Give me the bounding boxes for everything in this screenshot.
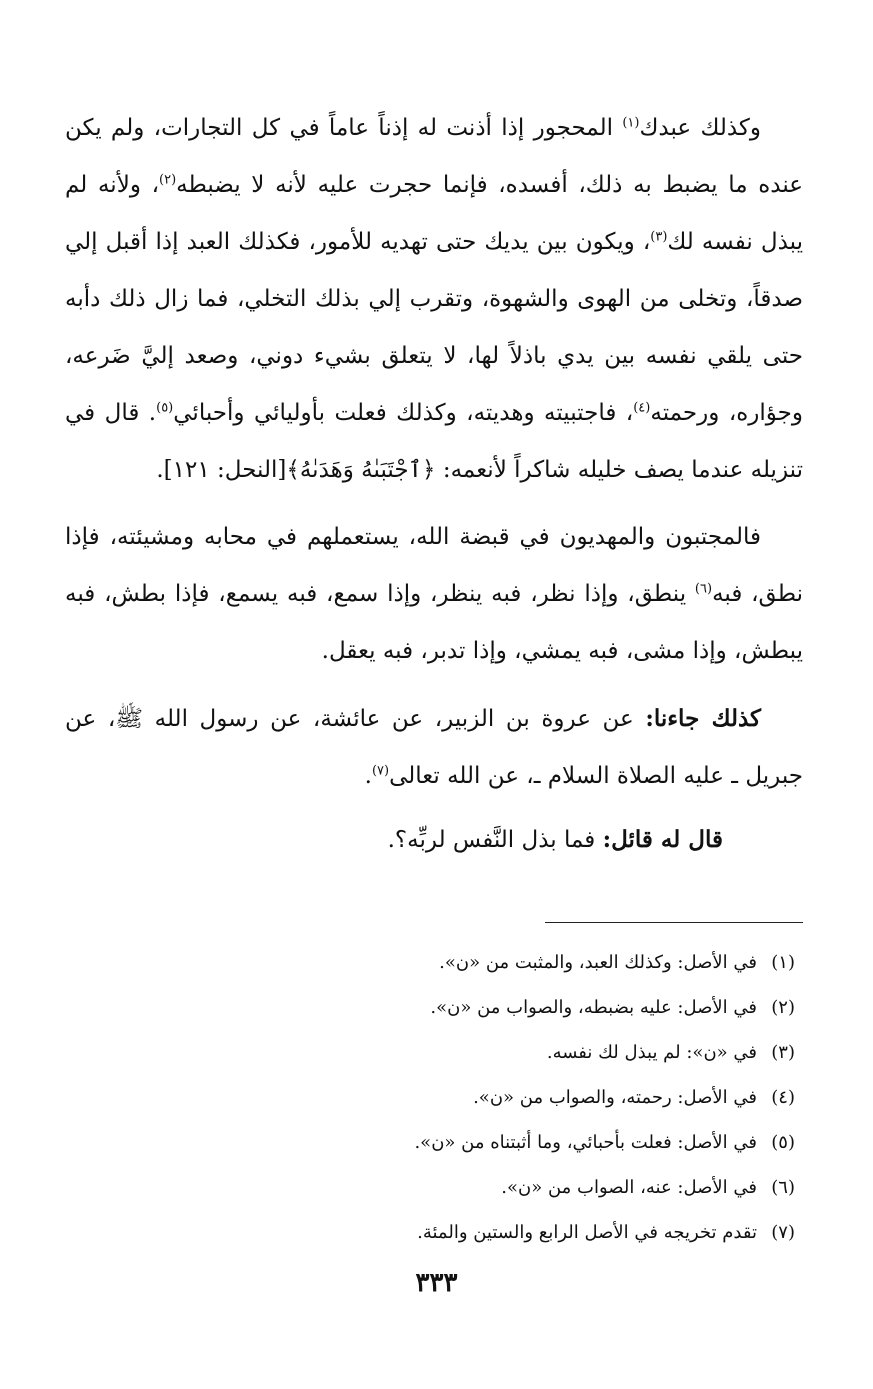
main-text xyxy=(65,100,803,869)
page-number: ٣٣٣ xyxy=(415,1268,458,1298)
paragraph-4: قال له قائل: فما بذل النَّفس لربِّه؟. xyxy=(387,826,723,853)
footnote-number: (٦) xyxy=(771,1177,795,1198)
footnote-text: في الأصل: عليه بضبطه، والصواب من «ن». xyxy=(430,997,757,1018)
footnote-number: (٥) xyxy=(771,1132,795,1153)
footnote-marker: (٣) xyxy=(650,229,668,245)
footnote-item xyxy=(75,1210,795,1255)
footnote-text: تقدم تخريجه في الأصل الرابع والستين والمئة. xyxy=(417,1222,757,1243)
footnote-text: في الأصل: فعلت بأحبائي، وما أثبتناه من «ن». xyxy=(414,1132,757,1153)
paragraph-3: كذلك جاءنا: عن عروة بن الزبير، عن عائشة، عن رسول الله ﷺ، عن جبريل ـ عليه الصلاة السلام ـ، عن الله تعالى$^{(٧)}$. xyxy=(65,705,803,789)
footnote-item xyxy=(75,1120,795,1165)
footnote-marker: (٥) xyxy=(156,400,174,416)
footnote-item xyxy=(75,1075,795,1120)
footnote-number: (٧) xyxy=(771,1222,795,1243)
paragraph-1: وكذلك عبدك$^{(١)}$ المحجور إذا أذنت له إذناً عاماً في كل التجارات، ولم يكن عنده ما يضبط به ذلك، أفسده، فإنما حجرت عليه لأنه لا يضبطه$^{(٢)}$، ولأنه لم يبذل نفسه لك$^{(٣)}$، ويكون بين يديك حتى تهديه للأمور، فكذلك العبد إذا أقبل إلي صدقاً، وتخلى من الهوى والشهوة، وتقرب إلي بذلك التخلي، فما زال ذلك دأبه حتى يلقي نفسه بين يدي باذلاً لها، لا يتعلق بشيء دوني، وصعد إليَّ ضَرعه، وجؤاره، ورحمته$^{(٤)}$، فاجتبيته وهديته، وكذلك فعلت بأوليائي وأحبائي$^{(٥)}$. قال في تنزيله عندما يصف خليله شاكراً لأنعمه: ﴿ٱجْتَبَىٰهُ وَهَدَىٰهُ﴾[النحل: ١٢١]. xyxy=(65,115,803,483)
footnote-number: (٣) xyxy=(771,1042,795,1063)
footnote-number: (٢) xyxy=(771,997,795,1018)
footnote-marker: (٤) xyxy=(633,400,651,416)
footnote-text: في الأصل: وكذلك العبد، والمثبت من «ن». xyxy=(439,952,757,973)
footnote-marker: (٧) xyxy=(371,763,390,779)
bold-lead-in: قال له قائل: xyxy=(602,826,723,853)
footnote-marker: (١) xyxy=(622,115,640,131)
footnote-item xyxy=(75,985,795,1030)
footnote-item xyxy=(75,940,795,985)
footnote-marker: (٦) xyxy=(694,581,713,597)
bold-lead-in: كذلك جاءنا: xyxy=(645,705,761,732)
footnote-text: في «ن»: لم يبذل لك نفسه. xyxy=(546,1042,757,1063)
footnote-item xyxy=(75,1030,795,1075)
footnote-separator xyxy=(545,922,803,923)
footnote-text: في الأصل: عنه، الصواب من «ن». xyxy=(501,1177,757,1198)
footnote-item xyxy=(75,1165,795,1210)
footnote-number: (١) xyxy=(771,952,795,973)
footnote-marker: (٢) xyxy=(159,172,177,188)
footnote-number: (٤) xyxy=(771,1087,795,1108)
paragraph-2: فالمجتبون والمهديون في قبضة الله، يستعملهم في محابه ومشيئته، فإذا نطق، فبه$^{(٦)}$ ينطق، وإذا نظر، فبه ينظر، وإذا سمع، فبه يسمع، فإذا بطش، فبه يبطش، وإذا مشى، فبه يمشي، وإذا تدبر، فبه يعقل. xyxy=(65,524,803,664)
footnote-text: في الأصل: رحمته، والصواب من «ن». xyxy=(473,1087,757,1108)
footnotes-list xyxy=(75,940,795,1255)
